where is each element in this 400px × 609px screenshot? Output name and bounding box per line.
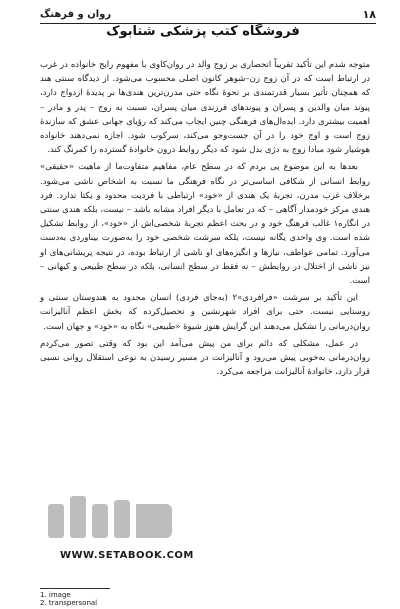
page-number: ۱۸: [362, 7, 376, 21]
page-header: [40, 6, 376, 22]
paragraph-3: این تأکید بر سرشت «فرافردی»۲ (به‌جای فردی) انسان محدود به هندوستان سنتی و روستایی نیست. حتی برای افراد شهرنشین و تحصیل‌کرده که بخش اعظم آنالیزانت روان‌درمانی را تشکیل می‌دهند این گرایش هنوز شیوهٔ «طبیعی» نگاه به «خود» و جهان است.: [40, 293, 370, 332]
running-title: روان و فرهنگ: [40, 8, 112, 20]
paragraph-2: بعدها به این موضوع پی بردم که در سطح عام، مفاهیم متفاوت‌ما از ماهیت «حقیقی» روابط انسانی از شکافی اساسی‌تر در نگاه فرهنگی ما نسبت به اشخاص ناشی می‌شود. برخلاف غرب مدرن، تجربهٔ یک هندی از «خود» ارتباطی با فردیت محدود و یکتا ندارد. فرد هندی مرکز خودمدار آگاهی – که در تعامل با دیگر افراد مشابه باشد – نیست، بلکه هندی سنتی در انگاره۱ غالب فرهنگ خود و در بحث اعظم تجربهٔ شخصی‌اش از «خود»، از روابط تشکیل شده است. وی واحدی یگانه نیست، بلکه سرشت شخصی خود را به‌صورت بیناوردی به‌دست می‌آورد. تمامی عواطف، نیازها و انگیزه‌های او ناشی از ارتباط بوده، در نتیجه پریشانی‌های او نیز ناشی از اختلال در روابطش – نه فقط در سطح انسانی، بلکه در سطح طبیعی و کیهانی – است.: [40, 162, 370, 287]
footnote-rule: [40, 588, 110, 589]
paragraph-4: در عمل، مشکلی که دائم برای من پیش می‌آمد این بود که وقتی تصور می‌کردم روان‌درمانی به‌خوبی پیش می‌رود و آنالیزانت در مسیر رسیدن به نوعی استقلال روانی نسبی قرار دارد، خانوادهٔ آنالیزانت مراجعه می‌کرد.: [40, 338, 370, 378]
footnotes: [40, 591, 97, 607]
footnote-2: 2. transpersonal: [40, 599, 98, 607]
footnote-1: 1. image: [40, 591, 71, 599]
watermark-url: WWW.SETABOOK.COM: [60, 550, 194, 561]
body-text: [40, 58, 370, 382]
watermark-banner: فروشگاه کتب پزشکی شتابوک: [106, 24, 300, 39]
paragraph-1: متوجه شدم این تأکید تقریباً انحصاری بر زوج والد در روان‌کاوی با مفهوم رایج خانواده در غرب در ارتباط است که در آن زوج زن–شوهر کانون اصلی محسوب می‌شود. از دیدگاه سنتی هند که همچنان تأثیر بسیار قدرتمندی بر نحوهٔ نگاه حتی مدرن‌ترین هندی‌ها بر پدیدهٔ ازدواج دارد، پیوند میان والدین و پسران و پیوندهای فرزندی میان پسران، نسبت به زوج – پدر و مادر – اهمیت بیشتری دارد. ایده‌ال‌های فرهنگی چنین ایجاب می‌کند که رؤیای جهانی عشق که سازندهٔ زوج است و اوج خود را در آن جست‌وجو می‌کند، سرکوب شود. اجازه نمی‌دهند خانواده هوشیار شود مبادا زوج به دژی بدل شود که دیگر روابط درون خانوادهٔ گسترده را کمرنگ کند.: [40, 60, 370, 156]
